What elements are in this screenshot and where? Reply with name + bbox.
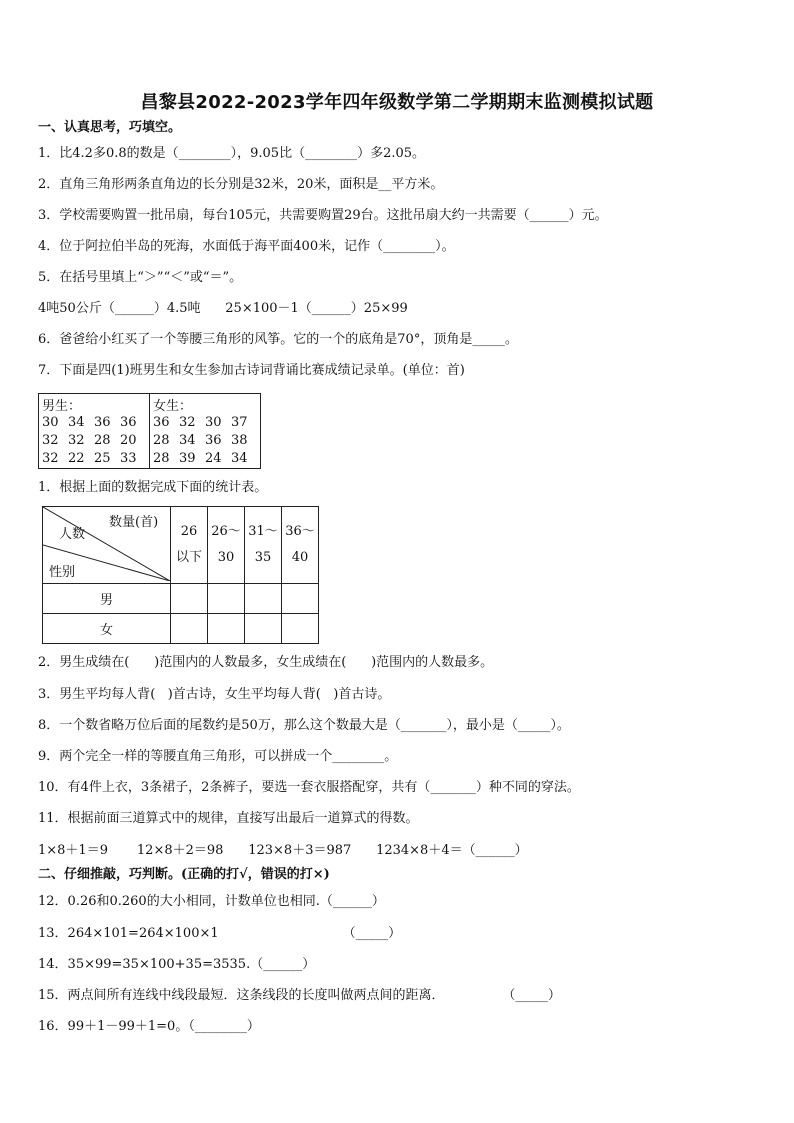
blank-cell bbox=[245, 584, 282, 614]
question-7-2: 2．男生成绩在( )范围内的人数最多，女生成绩在( )范围内的人数最多。 bbox=[38, 655, 494, 670]
question-5: 5．在括号里填上“＞”“＜”或“＝”。 bbox=[38, 270, 243, 285]
boys-row: 32 22 25 33 bbox=[42, 451, 137, 466]
question-4: 4．位于阿拉伯半岛的死海，水面低于海平面400米，记作（________）。 bbox=[38, 239, 455, 254]
question-11: 11．根据前面三道算式中的规律，直接写出最后一道算式的得数。 bbox=[38, 811, 419, 826]
boys-row: 32 32 28 20 bbox=[42, 433, 137, 448]
question-12: 12．0.26和0.260的大小相同，计数单位也相同.（______） bbox=[38, 894, 385, 909]
boys-label: 男生： bbox=[42, 399, 82, 414]
blank-cell bbox=[208, 584, 245, 614]
girls-row: 28 39 24 34 bbox=[153, 451, 248, 466]
question-1: 1．比4.2多0.8的数是（________），9.05比（________）多2.05。 bbox=[38, 146, 426, 161]
question-9: 9．两个完全一样的等腰直角三角形，可以拼成一个________。 bbox=[38, 749, 398, 764]
header-quantity: 数量(首) bbox=[109, 515, 159, 530]
boys-row: 30 34 36 36 bbox=[42, 415, 137, 430]
column-header: 26～ 30 bbox=[208, 507, 245, 584]
question-7-3: 3．男生平均每人背( )首古诗，女生平均每人背( )首古诗。 bbox=[38, 687, 391, 702]
question-11-items: 1×8＋1＝9 12×8＋2＝98 123×8＋3＝987 1234×8＋4＝（______） bbox=[38, 843, 528, 858]
column-header: 26 以下 bbox=[171, 507, 208, 584]
blank-cell bbox=[245, 614, 282, 644]
girls-scores-cell bbox=[150, 394, 261, 469]
page-title: 昌黎县2022-2023学年四年级数学第二学期期末监测模拟试题 bbox=[140, 92, 654, 113]
question-15: 15．两点间所有连线中线段最短．这条线段的长度叫做两点间的距离． （_____） bbox=[38, 988, 561, 1003]
blank-cell bbox=[171, 614, 208, 644]
question-5-items: 4吨50公斤（______）4.5吨 25×100－1（______）25×99 bbox=[38, 301, 408, 316]
question-7-1: 1．根据上面的数据完成下面的统计表。 bbox=[38, 480, 268, 495]
question-13: 13．264×101=264×100×1 （_____） bbox=[38, 926, 402, 941]
row-label-girls: 女 bbox=[43, 614, 171, 644]
question-14: 14．35×99=35×100+35=3535.（______） bbox=[38, 957, 316, 972]
question-10: 10．有4件上衣，3条裙子，2条裤子，要选一套衣服搭配穿，共有（_______）种不同的穿法。 bbox=[38, 780, 580, 795]
score-record-table bbox=[38, 393, 261, 469]
row-label-boys: 男 bbox=[43, 584, 171, 614]
column-header: 36～ 40 bbox=[282, 507, 319, 584]
section-heading-judge: 二、仔细推敲，巧判断。(正确的打√，错误的打×) bbox=[38, 867, 330, 882]
question-3: 3．学校需要购置一批吊扇，每台105元，共需要购置29台。这批吊扇大约一共需要（______）元。 bbox=[38, 208, 608, 223]
header-gender: 性别 bbox=[49, 565, 76, 580]
question-8: 8．一个数省略万位后面的尾数约是50万，那么这个数最大是（_______），最小是（_____）。 bbox=[38, 718, 570, 733]
blank-cell bbox=[208, 614, 245, 644]
column-header: 31～ 35 bbox=[245, 507, 282, 584]
blank-cell bbox=[282, 614, 319, 644]
question-2: 2．直角三角形两条直角边的长分别是32米，20米，面积是__平方米。 bbox=[38, 177, 444, 192]
statistics-table bbox=[42, 506, 319, 644]
blank-cell bbox=[171, 584, 208, 614]
blank-cell bbox=[282, 584, 319, 614]
header-people: 人数 bbox=[59, 527, 86, 542]
girls-row: 28 34 36 38 bbox=[153, 433, 248, 448]
section-heading-fill: 一、认真思考，巧填空。 bbox=[38, 120, 182, 135]
question-7: 7．下面是四(1)班男生和女生参加古诗词背诵比赛成绩记录单。(单位：首) bbox=[38, 363, 465, 378]
diagonal-header-cell bbox=[43, 507, 171, 584]
boys-scores-cell bbox=[39, 394, 150, 469]
girls-row: 36 32 30 37 bbox=[153, 415, 248, 430]
question-6: 6．爸爸给小红买了一个等腰三角形的风筝。它的一个的底角是70°，顶角是_____。 bbox=[38, 332, 518, 347]
girls-label: 女生： bbox=[153, 399, 193, 414]
question-16: 16．99＋1－99＋1=0。（________） bbox=[38, 1019, 260, 1034]
